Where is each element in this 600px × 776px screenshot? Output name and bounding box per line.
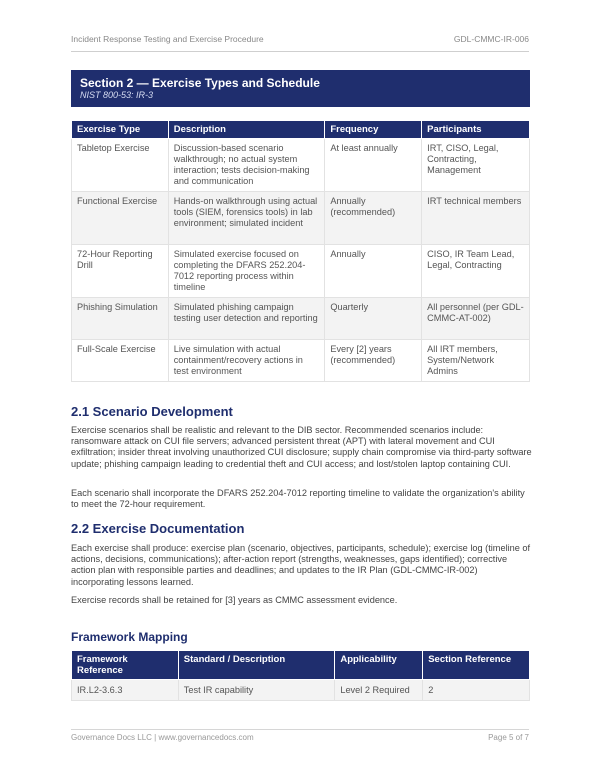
column-header: Section Reference (423, 651, 530, 680)
table-cell: IR.L2-3.6.3 (72, 680, 179, 701)
table-cell: Discussion-based scenario walkthrough; no actual system interaction; tests decision-making and communication (168, 139, 325, 192)
table-cell: Simulated exercise focused on completing the DFARS 252.204-7012 reporting process within timeline (168, 245, 325, 298)
table-cell: CISO, IR Team Lead, Legal, Contracting (422, 245, 530, 298)
table-cell: Tabletop Exercise (72, 139, 169, 192)
column-header: Description (168, 121, 325, 139)
table-cell: All personnel (per GDL-CMMC-AT-002) (422, 298, 530, 340)
paragraph: Exercise records shall be retained for [3] years as CMMC assessment evidence. (71, 595, 398, 605)
column-header: Standard / Description (178, 651, 335, 680)
table-header-row (72, 651, 530, 680)
paragraph: Each exercise shall produce: exercise plan (scenario, objectives, participants, schedule); exercise log (timeline of actions, decisions, communications); after-action report (strengths, weaknesses, gaps identified); corrective action plan with responsible parties and deadlines; and updates to the IR Plan (GDL-CMMC-IR-002) incorporating lessons learned. (71, 543, 531, 587)
paragraph: Exercise scenarios shall be realistic and relevant to the DIB sector. Recommended scenarios include: ransomware attack on CUI file servers; advanced persistent threat (APT) with lateral movement and CUI exfiltration; insider threat involving unauthorized CUI disclosure; supply chain compromise via third-party software update; phishing campaign leading to credential theft and CUI access; and lost/stolen laptop containing CUI. (71, 425, 532, 469)
table-cell: At least annually (325, 139, 422, 192)
table-cell: Simulated phishing campaign testing user detection and reporting (168, 298, 325, 340)
table-cell: 72-Hour Reporting Drill (72, 245, 169, 298)
framework-heading: Framework Mapping (71, 630, 188, 644)
page-header (71, 34, 529, 52)
table-cell: IRT technical members (422, 192, 530, 245)
document-title: Incident Response Testing and Exercise Procedure (71, 34, 264, 44)
page-footer (71, 729, 529, 742)
column-header: Frequency (325, 121, 422, 139)
table-row (72, 139, 530, 192)
table-cell: Annually (recommended) (325, 192, 422, 245)
table-cell: Every [2] years (recommended) (325, 340, 422, 382)
subsection-heading: 2.1 Scenario Development (71, 404, 233, 419)
table-cell: Annually (325, 245, 422, 298)
table-cell: 2 (423, 680, 530, 701)
document-id: GDL-CMMC-IR-006 (453, 34, 529, 44)
paragraph: Each scenario shall incorporate the DFARS 252.204-7012 reporting timeline to validate the organization's ability to meet the 72-hour requirement. (71, 488, 525, 510)
table-row (72, 192, 530, 245)
column-header: Applicability (335, 651, 423, 680)
table-cell: All IRT members, System/Network Admins (422, 340, 530, 382)
table-row (72, 680, 530, 701)
table-cell: IRT, CISO, Legal, Contracting, Management (422, 139, 530, 192)
framework-mapping-table (71, 650, 530, 701)
section-title: Section 2 — Exercise Types and Schedule (80, 76, 320, 90)
table-header-row (72, 121, 530, 139)
table-cell: Hands-on walkthrough using actual tools (SIEM, forensics tools) in lab environment; simulated incident (168, 192, 325, 245)
table-cell: Full-Scale Exercise (72, 340, 169, 382)
exercise-schedule-table (71, 120, 530, 382)
table-row (72, 245, 530, 298)
page-number: Page 5 of 7 (488, 733, 529, 742)
table-row (72, 340, 530, 382)
column-header: Exercise Type (72, 121, 169, 139)
table-cell: Test IR capability (178, 680, 335, 701)
table-cell: Live simulation with actual containment/recovery actions in test environment (168, 340, 325, 382)
footer-company: Governance Docs LLC | www.governancedocs.com (71, 733, 254, 742)
section-subtitle: NIST 800-53: IR-3 (80, 90, 154, 100)
column-header: Participants (422, 121, 530, 139)
table-cell: Level 2 Required (335, 680, 423, 701)
table-cell: Functional Exercise (72, 192, 169, 245)
table-cell: Phishing Simulation (72, 298, 169, 340)
section-banner (71, 70, 530, 107)
table-row (72, 298, 530, 340)
column-header: Framework Reference (72, 651, 179, 680)
table-cell: Quarterly (325, 298, 422, 340)
subsection-heading: 2.2 Exercise Documentation (71, 521, 245, 536)
